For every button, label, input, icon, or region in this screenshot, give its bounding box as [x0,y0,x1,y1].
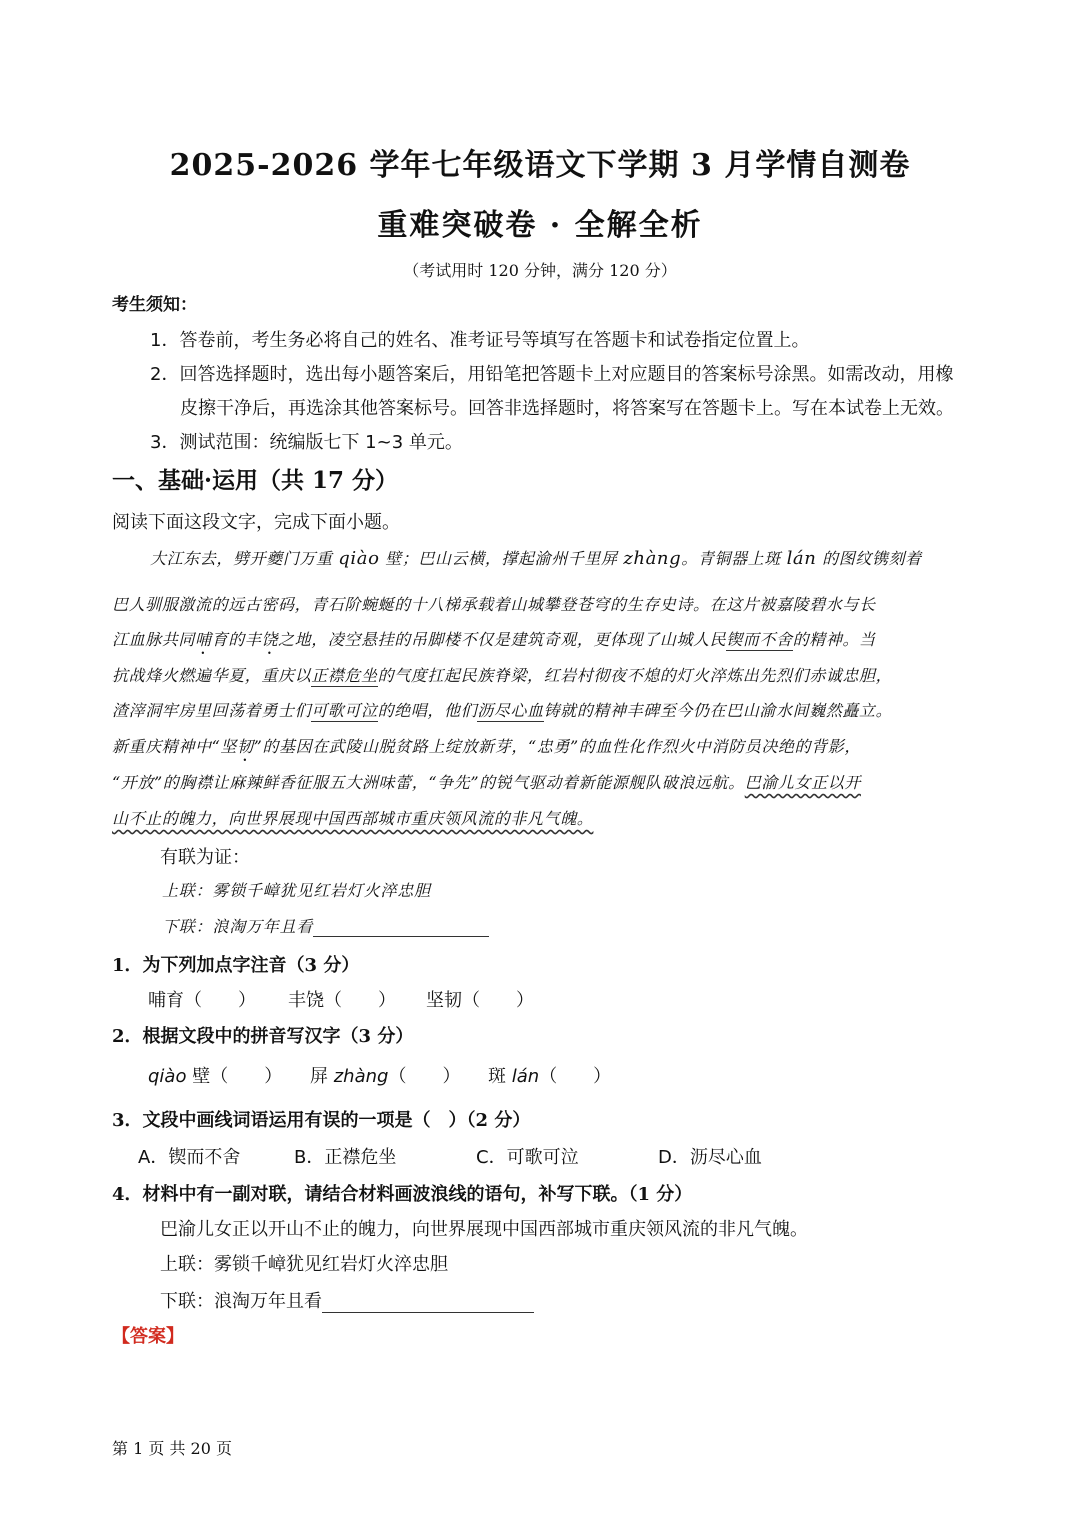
passage-line-3 [112,627,876,658]
pinyin-zhang: zhàng [333,1066,389,1087]
dotted-char: 饶 [261,630,279,649]
pinyin-zhang: zhàng [623,548,682,569]
couplet-lower [162,914,489,937]
passage-text: 渣滓洞牢房里回荡着勇士们 [112,701,312,720]
q1-item-1[interactable]: 哺育（ ） [148,990,256,1011]
q2-item-2-head: 屏 [310,1066,334,1087]
q2-item-2-text: （ ） [388,1066,461,1087]
underlined-phrase: 锲而不舍 [726,630,793,649]
passage-line-8 [112,806,593,829]
q3-option-c[interactable]: C．可歌可泣 [476,1147,579,1168]
section-intro: 阅读下面这段文字，完成下面小题。 [112,512,400,533]
passage-text: 的气度扛起民族脊梁，红岩村彻夜不熄的灯火淬炼出先烈们赤诚忠胆， [377,666,893,685]
question-3-title: 3．文段中画线词语运用有误的一项是（ ）（2 分） [112,1110,531,1131]
q2-item-3-text: （ ） [539,1066,612,1087]
passage-text: 抗战烽火燃遍华夏，重庆以 [112,666,312,685]
pinyin-qiao: qiào [338,548,380,569]
underlined-phrase: 可歌可泣 [311,701,378,720]
q2-item-2[interactable] [310,1062,460,1088]
pinyin-lan: lán [511,1066,540,1087]
q4-lower [160,1287,534,1313]
question-4-title: 4．材料中有一副对联，请结合材料画波浪线的语句，补写下联。（1 分） [112,1184,693,1205]
answer-blank[interactable] [322,1294,534,1313]
passage-line-7 [112,770,861,793]
answer-blank[interactable] [313,918,489,937]
exam-timing: （考试用时 120 分钟，满分 120 分） [403,261,677,280]
notice-item-3: 3．测试范围：统编版七下 1~3 单元。 [150,432,463,453]
page-footer: 第 1 页 共 20 页 [112,1439,232,1458]
passage-line-4 [112,663,892,686]
couplet-heading: 有联为证： [160,847,250,868]
notice-heading: 考生须知： [112,295,197,315]
dotted-char: 哺 [195,630,212,649]
q2-item-1[interactable] [148,1062,282,1088]
passage-text: 大江东去，劈开夔门万重 [150,549,339,568]
q3-option-a[interactable]: A．锲而不舍 [138,1147,241,1168]
wavy-underlined-sentence: 巴渝儿女正以开 [744,773,861,792]
notice-item-1: 1．答卷前，考生务必将自己的姓名、准考证号等填写在答题卡和试卷指定位置上。 [150,330,810,351]
passage-text: 江血脉共同 [112,630,196,649]
page-title: 2025-2026 学年七年级语文下学期 3 月学情自测卷 [169,148,911,183]
passage-text: “开放”的胸襟让麻辣鲜香征服五大洲味蕾，“争先”的锐气驱动着新能源舰队破浪远航。 [112,773,745,792]
section-heading: 一、基础·运用（共 17 分） [112,467,399,494]
pinyin-lan: lán [786,548,817,569]
underlined-phrase: 正襟危坐 [311,666,378,685]
passage-text: 铸就的精神丰碑至今仍在巴山渝水间巍然矗立。 [543,701,893,720]
q4-upper: 上联：雾锁千嶂犹见红岩灯火淬忠胆 [160,1254,448,1275]
passage-text: 的图纹镌刻着 [816,549,922,568]
q4-lower-text: 下联：浪淘万年且看 [160,1291,322,1312]
notice-item-2-line-1: 2．回答选择题时，选出每小题答案后，用铅笔把答题卡上对应题目的答案标号涂黑。如需改动，用橡 [150,364,954,385]
passage-text: 的精神。当 [792,630,876,649]
passage-line-5 [112,698,892,721]
passage-text: 育的丰 [211,630,262,649]
passage-line-6 [112,734,861,765]
q2-item-3[interactable] [488,1062,611,1088]
q3-option-d[interactable]: D．沥尽心血 [658,1147,762,1168]
passage-text: 之地，凌空悬挂的吊脚楼不仅是建筑奇观，更体现了山城人民 [278,630,727,649]
passage-text: 的绝唱，他们 [377,701,478,720]
q1-item-2[interactable]: 丰饶（ ） [288,990,396,1011]
q1-item-3[interactable]: 坚韧（ ） [426,990,534,1011]
couplet-lower-text: 下联：浪淘万年且看 [162,917,314,936]
q2-item-3-head: 斑 [488,1066,512,1087]
passage-line-1 [150,546,922,569]
pinyin-qiao: qiào [148,1066,187,1087]
dotted-char: 韧 [236,737,254,756]
passage-text: 新重庆精神中“坚 [112,737,237,756]
underlined-phrase: 沥尽心血 [477,701,544,720]
notice-item-2-line-2: 皮擦干净后，再选涂其他答案标号。回答非选择题时，将答案写在答题卡上。写在本试卷上无效。 [180,398,954,419]
page-subtitle: 重难突破卷 · 全解全析 [377,208,703,243]
passage-text: ”的基因在武陵山脱贫路上绽放新芽，“忠勇”的血性化作烈火中消防员决绝的背影， [253,737,861,756]
question-2-title: 2．根据文段中的拼音写汉字（3 分） [112,1026,414,1047]
passage-text: 。青铜器上斑 [681,549,787,568]
q4-quote: 巴渝儿女正以开山不止的魄力，向世界展现中国西部城市重庆领风流的非凡气魄。 [160,1219,808,1240]
q3-option-b[interactable]: B．正襟危坐 [294,1147,397,1168]
couplet-upper: 上联：雾锁千嶂犹见红岩灯火淬忠胆 [162,881,431,900]
q2-item-1-text: 壁（ ） [186,1066,283,1087]
answer-label: 【答案】 [112,1326,184,1347]
passage-text: 壁；巴山云横，撑起渝州千里屏 [379,549,624,568]
passage-line-2: 巴人驯服激流的远古密码，青石阶蜿蜒的十八梯承载着山城攀登苍穹的生存史诗。在这片被嘉陵碧水与长 [112,595,876,614]
question-1-title: 1．为下列加点字注音（3 分） [112,955,360,976]
wavy-underlined-sentence: 山不止的魄力，向世界展现中国西部城市重庆领风流的非凡气魄。 [112,809,594,828]
